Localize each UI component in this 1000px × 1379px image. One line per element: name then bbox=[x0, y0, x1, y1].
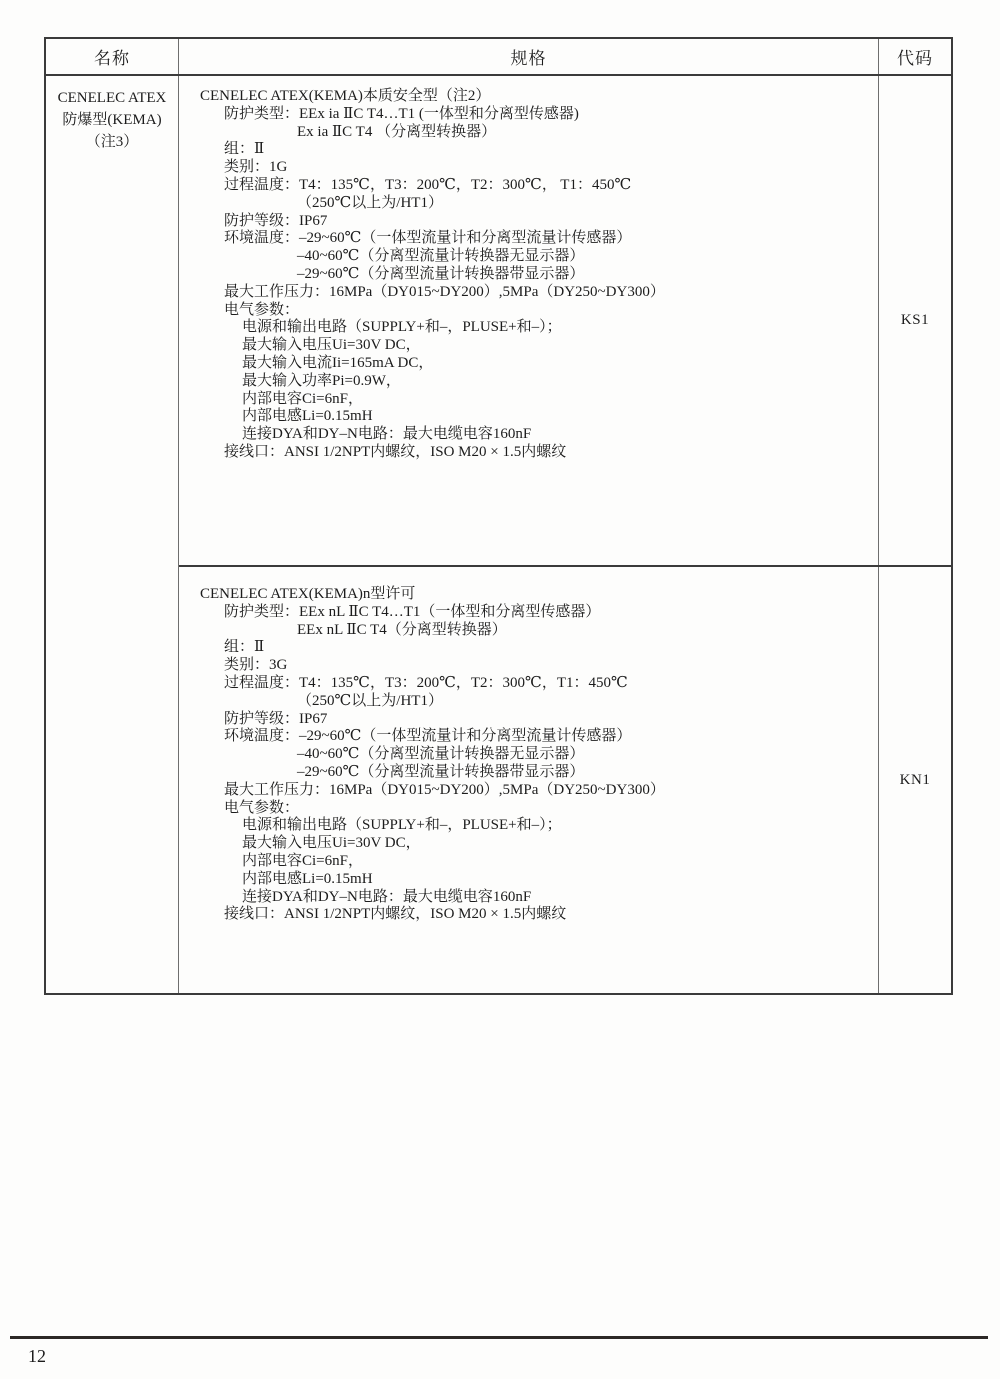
spec-line: 防护等级：IP67 bbox=[224, 212, 328, 229]
spec-line: （250℃以上为/HT1） bbox=[297, 692, 443, 709]
spec-line: 接线口：ANSI 1/2NPT内螺纹，ISO M20 × 1.5内螺纹 bbox=[224, 443, 567, 460]
table-row bbox=[179, 565, 951, 993]
spec-line: 最大输入电压Ui=30V DC， bbox=[242, 835, 421, 852]
spec-line: 电气参数： bbox=[224, 799, 300, 816]
table-row bbox=[179, 76, 951, 565]
spec-line: 环境温度：–29~60℃（一体型流量计和分离型流量计传感器） bbox=[224, 230, 632, 247]
name-line: （注3） bbox=[85, 134, 139, 150]
spec-line: 内部电容Ci=6nF， bbox=[242, 390, 363, 407]
spec-line: 连接DYA和DY–N电路：最大电缆电容160nF bbox=[242, 426, 532, 443]
spec-line: –40~60℃（分离型流量计转换器无显示器） bbox=[297, 746, 585, 763]
spec-line: （250℃以上为/HT1） bbox=[297, 194, 443, 211]
spec-line: 组：Ⅱ bbox=[224, 639, 265, 656]
header-cell-code: 代码 bbox=[897, 49, 933, 68]
spec-cell-ks1 bbox=[179, 76, 879, 565]
spec-line: 最大输入电压Ui=30V DC， bbox=[242, 337, 421, 354]
code-cell-kn1: KN1 bbox=[899, 771, 931, 788]
spec-line: 防护等级：IP67 bbox=[224, 710, 328, 727]
spec-rows bbox=[179, 76, 951, 993]
spec-line: 类别：3G bbox=[224, 657, 288, 674]
name-cell bbox=[46, 76, 179, 993]
spec-line: CENELEC ATEX(KEMA)本质安全型（注2） bbox=[200, 88, 491, 104]
header-cell-name: 名称 bbox=[46, 39, 179, 74]
spec-line: 连接DYA和DY–N电路：最大电缆电容160nF bbox=[242, 888, 532, 905]
spec-line: 类别：1G bbox=[224, 159, 288, 176]
header-cell-spec: 规格 bbox=[179, 39, 879, 74]
spec-line: –40~60℃（分离型流量计转换器无显示器） bbox=[297, 248, 585, 265]
spec-line: 最大输入电流Ii=165mA DC， bbox=[242, 354, 434, 371]
code-cell-ks1: KS1 bbox=[900, 312, 930, 328]
spec-line: 防护类型：EEx nL ⅡC T4…T1（一体型和分离型传感器） bbox=[224, 603, 601, 620]
table-body bbox=[46, 76, 951, 993]
spec-line: 最大工作压力：16MPa（DY015~DY200）,5MPa（DY250~DY300） bbox=[224, 283, 665, 300]
spec-line: –29~60℃（分离型流量计转换器带显示器） bbox=[297, 763, 585, 780]
spec-line: 最大工作压力：16MPa（DY015~DY200）,5MPa（DY250~DY300） bbox=[224, 781, 665, 798]
spec-line: CENELEC ATEX(KEMA)n型许可 bbox=[200, 586, 416, 602]
spec-line: 防护类型：EEx ia ⅡC T4…T1 (一体型和分离型传感器) bbox=[224, 105, 579, 122]
spec-cell-kn1 bbox=[179, 567, 879, 993]
spec-table bbox=[44, 37, 953, 995]
spec-line: Ex ia ⅡC T4 （分离型转换器） bbox=[297, 123, 497, 140]
spec-line: 内部电感Li=0.15mH bbox=[242, 408, 373, 425]
spec-line: 接线口：ANSI 1/2NPT内螺纹，ISO M20 × 1.5内螺纹 bbox=[224, 906, 567, 923]
spec-line: 电源和输出电路（SUPPLY+和–，PLUSE+和–）； bbox=[242, 817, 562, 834]
spec-line: 过程温度：T4：135℃，T3：200℃，T2：300℃， T1：450℃ bbox=[224, 176, 632, 193]
spec-line: 最大输入功率Pi=0.9W， bbox=[242, 372, 401, 389]
name-line: CENELEC ATEX bbox=[57, 90, 167, 106]
spec-line: 电源和输出电路（SUPPLY+和–，PLUSE+和–）； bbox=[242, 319, 562, 336]
spec-line: 环境温度：–29~60℃（一体型流量计和分离型流量计传感器） bbox=[224, 728, 632, 745]
spec-line: 组：Ⅱ bbox=[224, 141, 265, 158]
table-header-row bbox=[46, 39, 951, 76]
page-number: 12 bbox=[28, 1346, 46, 1366]
spec-line: 电气参数： bbox=[224, 301, 300, 318]
spec-line: 过程温度：T4：135℃，T3：200℃，T2：300℃，T1：450℃ bbox=[224, 674, 628, 691]
spec-line: –29~60℃（分离型流量计转换器带显示器） bbox=[297, 265, 585, 282]
spec-line: 内部电感Li=0.15mH bbox=[242, 870, 373, 887]
footer-rule bbox=[10, 1336, 988, 1339]
name-line: 防爆型(KEMA) bbox=[62, 112, 162, 128]
spec-line: EEx nL ⅡC T4（分离型转换器） bbox=[297, 621, 507, 638]
spec-line: 内部电容Ci=6nF， bbox=[242, 852, 363, 869]
